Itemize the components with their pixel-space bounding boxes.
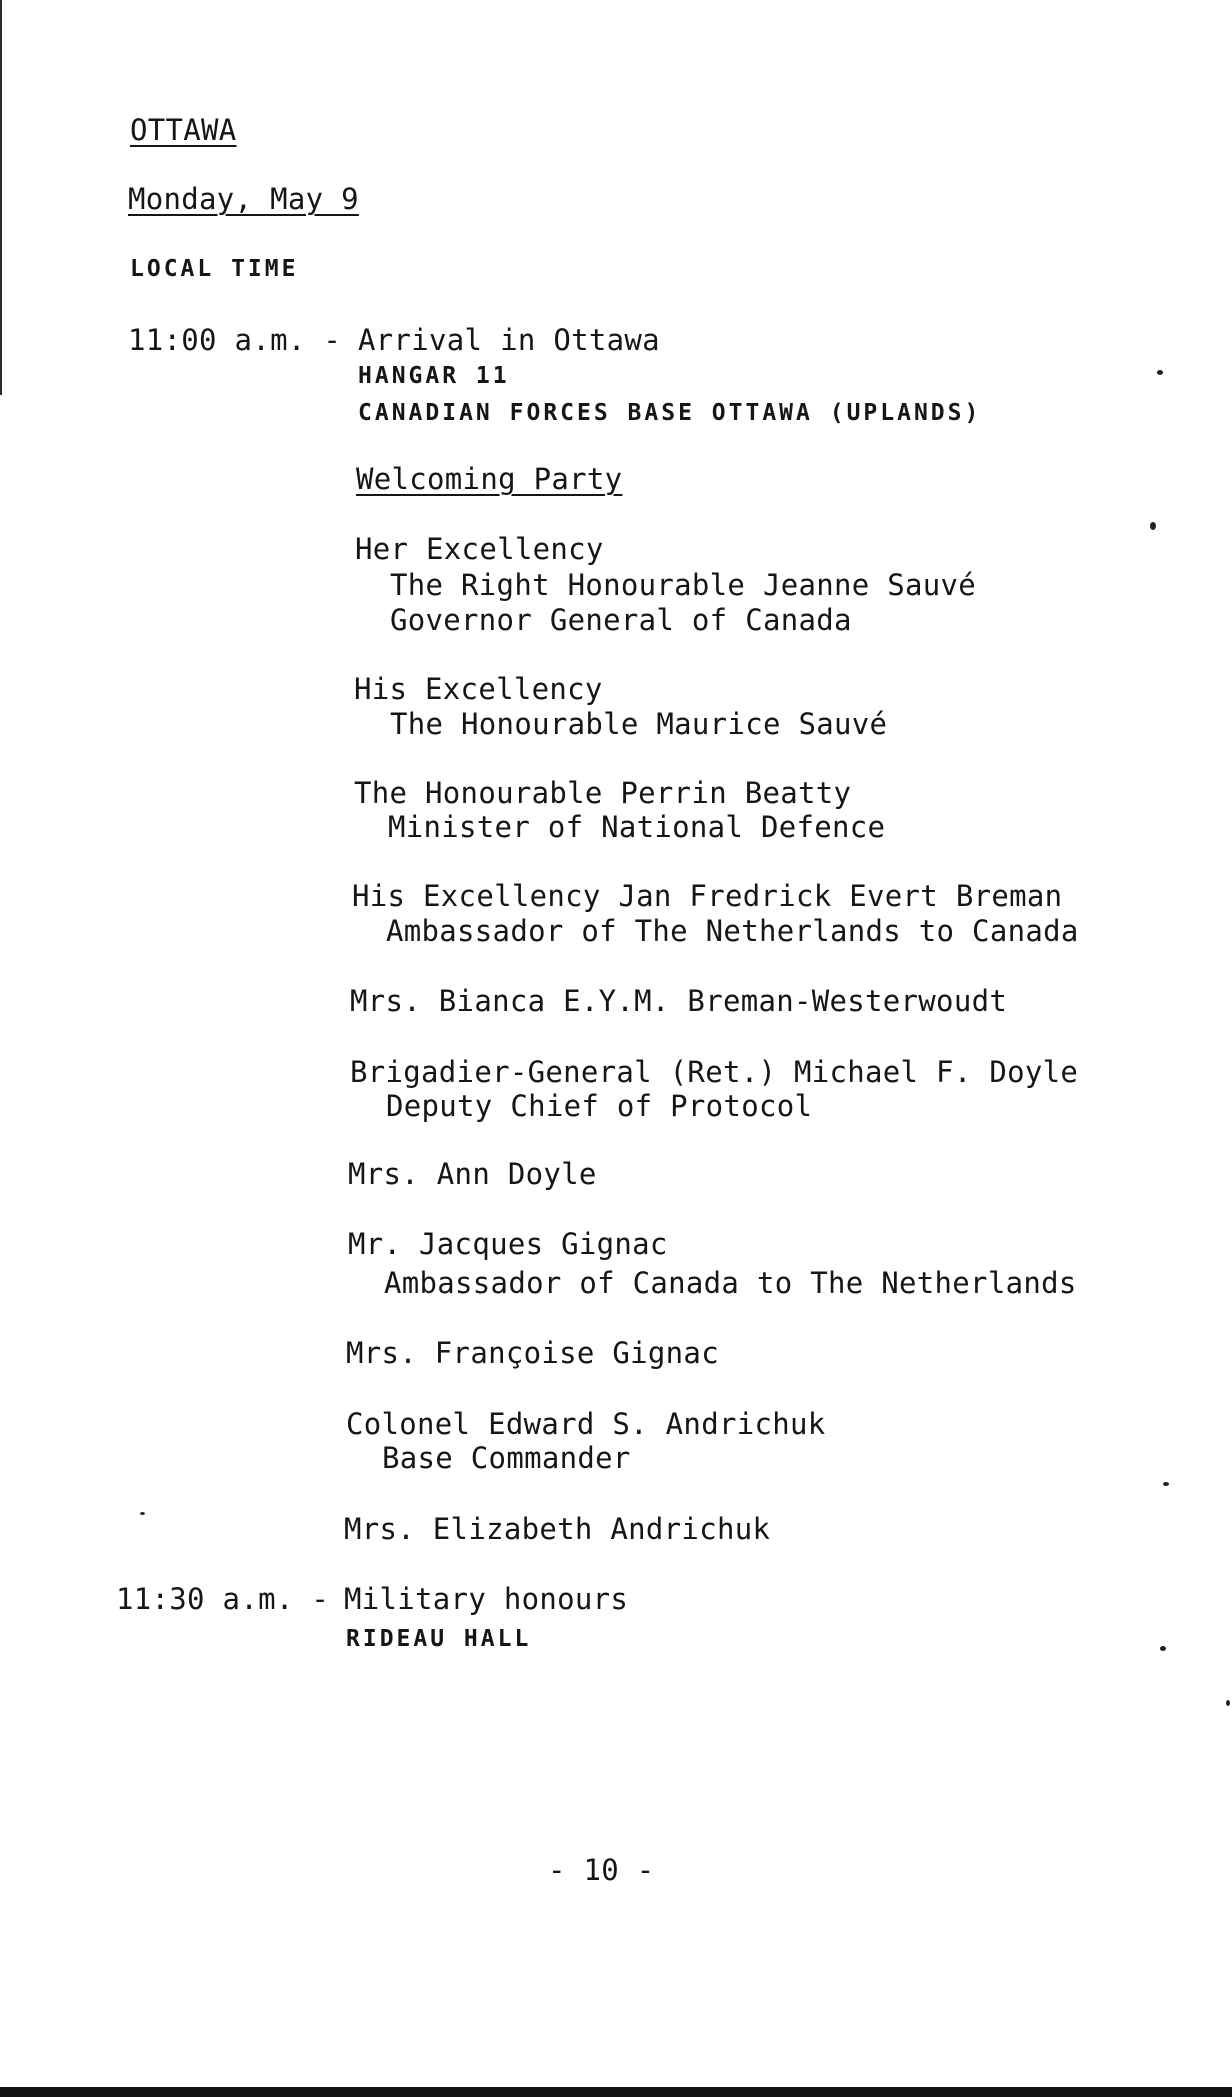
scan-speck — [1157, 370, 1163, 375]
event-time: 11:30 a.m. - — [116, 1582, 330, 1616]
party-member-name: Colonel Edward S. Andrichuk — [346, 1407, 826, 1441]
page-number: - 10 - — [548, 1853, 655, 1887]
event-location: HANGAR 11 — [358, 363, 510, 389]
party-member-detail: Deputy Chief of Protocol — [386, 1089, 813, 1123]
scan-left-edge — [0, 0, 2, 395]
party-member-name: Mrs. Bianca E.Y.M. Breman-Westerwoudt — [350, 984, 1008, 1018]
event-time: 11:00 a.m. - — [128, 323, 342, 357]
scan-speck — [140, 1512, 145, 1515]
party-member-name: His Excellency — [354, 672, 603, 706]
scan-speck — [1160, 1646, 1166, 1651]
party-member-detail: Ambassador of The Netherlands to Canada — [386, 914, 1079, 948]
local-time-label: LOCAL TIME — [130, 256, 299, 282]
scan-speck — [1150, 522, 1156, 530]
party-member-name: The Honourable Perrin Beatty — [354, 776, 852, 810]
party-member-name: Mr. Jacques Gignac — [348, 1227, 668, 1261]
party-member-name: His Excellency Jan Fredrick Evert Breman — [352, 879, 1063, 913]
party-member-name: Her Excellency — [355, 532, 604, 566]
city-heading: OTTAWA — [130, 113, 237, 147]
party-member-detail: Governor General of Canada — [390, 603, 852, 637]
welcoming-party-heading: Welcoming Party — [356, 462, 623, 496]
party-member-detail: The Right Honourable Jeanne Sauvé — [390, 568, 977, 602]
scan-speck — [1163, 1482, 1169, 1486]
party-member-name: Mrs. Françoise Gignac — [346, 1336, 719, 1370]
event-location: RIDEAU HALL — [346, 1626, 532, 1652]
event-location: CANADIAN FORCES BASE OTTAWA (UPLANDS) — [358, 400, 982, 426]
party-member-detail: Base Commander — [382, 1441, 631, 1475]
party-member-detail: Minister of National Defence — [388, 810, 886, 844]
scan-bottom-edge — [0, 2087, 1232, 2097]
event-title: Arrival in Ottawa — [358, 323, 660, 357]
party-member-name: Mrs. Ann Doyle — [348, 1157, 597, 1191]
party-member-detail: The Honourable Maurice Sauvé — [390, 707, 888, 741]
scan-speck — [1226, 1700, 1230, 1706]
party-member-detail: Ambassador of Canada to The Netherlands — [384, 1266, 1077, 1300]
date-heading: Monday, May 9 — [128, 182, 359, 216]
event-title: Military honours — [344, 1582, 629, 1616]
party-member-name: Mrs. Elizabeth Andrichuk — [344, 1512, 771, 1546]
party-member-name: Brigadier-General (Ret.) Michael F. Doyle — [350, 1055, 1079, 1089]
